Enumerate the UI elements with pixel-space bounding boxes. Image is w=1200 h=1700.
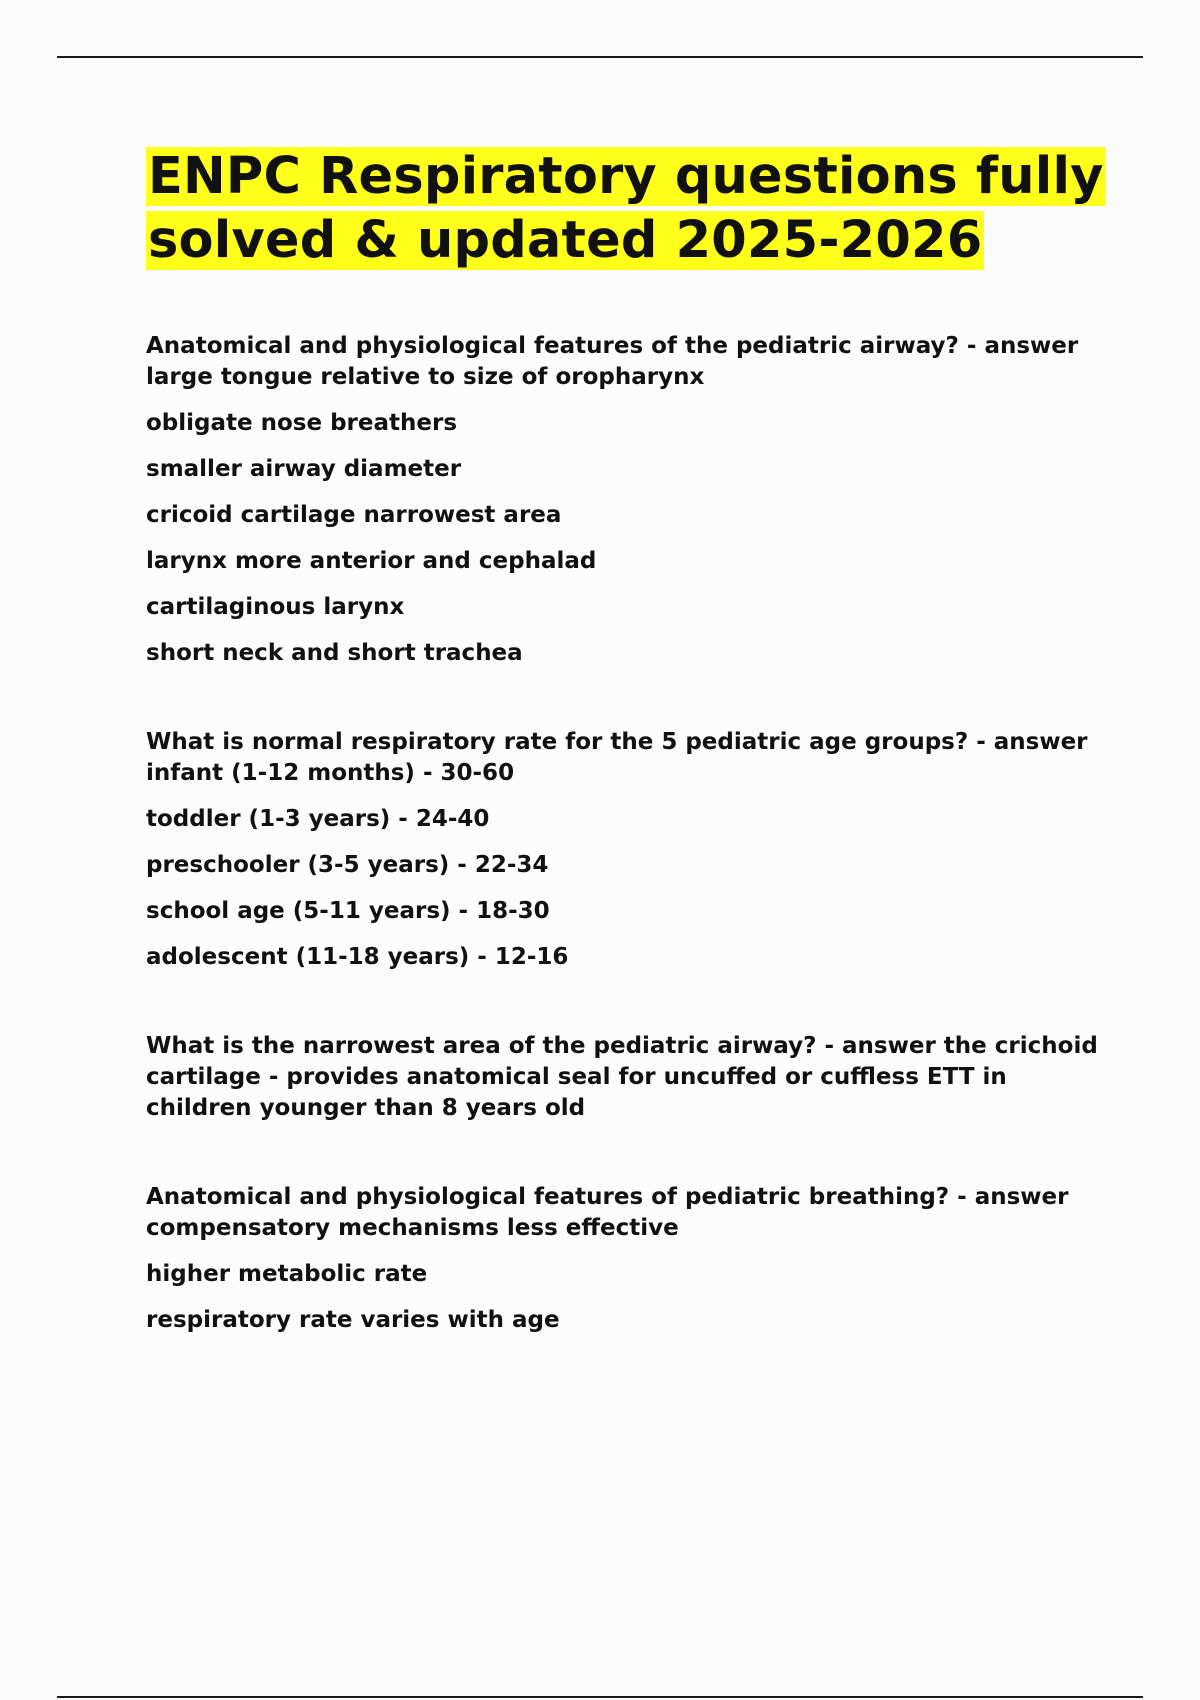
answer-item: obligate nose breathers	[146, 410, 458, 436]
answer-item: respiratory rate varies with age	[146, 1307, 560, 1333]
document-body	[146, 145, 1106, 1394]
answer-item: higher metabolic rate	[146, 1261, 428, 1287]
bottom-rule	[57, 1696, 1143, 1698]
qa-block	[146, 727, 1106, 973]
title-highlight: ENPC Respiratory questions fully solved & updated 2025-2026	[148, 147, 1104, 270]
answer-item: short neck and short trachea	[146, 640, 523, 666]
answer-item: cricoid cartilage narrowest area	[146, 502, 562, 528]
top-rule	[57, 56, 1143, 58]
question-text: What is the narrowest area of the pediatric airway? - answer the crichoid cartilage - provides anatomical seal for uncuffed or cuffless ETT in children younger than 8 years old	[146, 1033, 1098, 1121]
answer-item: larynx more anterior and cephalad	[146, 548, 597, 574]
question-text: What is normal respiratory rate for the 5 pediatric age groups? - answer infant (1-12 months) - 30-60	[146, 729, 1088, 786]
qa-block	[146, 1031, 1106, 1124]
answer-item: school age (5-11 years) - 18-30	[146, 898, 550, 924]
answer-item: smaller airway diameter	[146, 456, 462, 482]
answer-item: toddler (1-3 years) - 24-40	[146, 806, 490, 832]
question-text: Anatomical and physiological features of pediatric breathing? - answer compensatory mechanisms less effective	[146, 1184, 1069, 1241]
question-text: Anatomical and physiological features of the pediatric airway? - answer large tongue relative to size of oropharynx	[146, 333, 1079, 390]
answer-item: adolescent (11-18 years) - 12-16	[146, 944, 569, 970]
qa-block	[146, 331, 1106, 669]
qa-list	[146, 331, 1106, 1336]
answer-item: cartilaginous larynx	[146, 594, 405, 620]
document-title	[146, 145, 1106, 273]
qa-block	[146, 1182, 1106, 1336]
answer-item: preschooler (3-5 years) - 22-34	[146, 852, 549, 878]
